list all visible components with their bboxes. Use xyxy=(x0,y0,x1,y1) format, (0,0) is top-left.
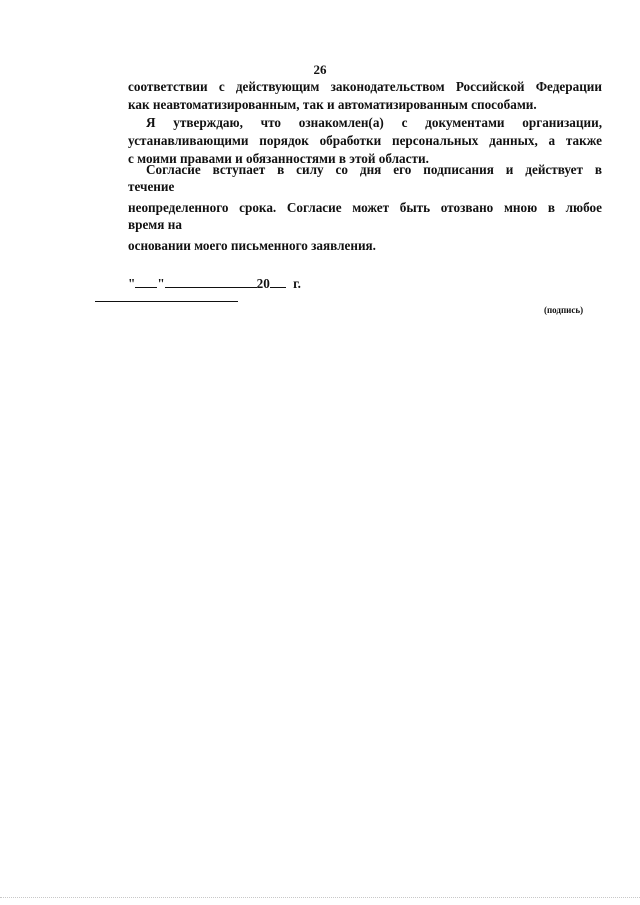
day-blank xyxy=(135,275,157,288)
month-blank xyxy=(165,275,257,288)
text-line: устанавливающими порядок обработки персональных данных, а также xyxy=(128,133,602,148)
year-blank xyxy=(270,275,286,288)
signature-line xyxy=(95,301,238,302)
text-line: с моими правами и обязанностями в этой области. xyxy=(128,151,429,166)
date-close-quote: " xyxy=(157,276,165,291)
paragraph-processing-methods xyxy=(128,78,602,114)
text-line: Я утверждаю, что ознакомлен(а) с документами организации, xyxy=(146,115,602,130)
text-line: как неавтоматизированным, так и автоматизированным способами. xyxy=(128,97,537,112)
signature-caption: (подпись) xyxy=(544,305,584,315)
paragraph-acknowledgement xyxy=(128,114,602,168)
year-prefix: 20 xyxy=(256,276,270,291)
page-number: 26 xyxy=(313,62,327,77)
text-line: основании моего письменного заявления. xyxy=(128,238,376,253)
date-open-quote: " xyxy=(128,276,136,291)
text-line: неопределенного срока. Согласие может быть отозвано мною в любое xyxy=(128,200,602,215)
date-field xyxy=(128,275,301,292)
text-line: Согласие вступает в силу со дня его подписания и действует в xyxy=(146,162,602,177)
scan-edge-dots xyxy=(0,897,640,901)
paragraph-consent-term xyxy=(128,161,602,254)
text-line: соответствии с действующим законодательством Российской Федерации xyxy=(128,79,602,94)
year-suffix: г. xyxy=(293,276,301,291)
text-line: время на xyxy=(128,217,182,232)
text-line: течение xyxy=(128,179,175,194)
